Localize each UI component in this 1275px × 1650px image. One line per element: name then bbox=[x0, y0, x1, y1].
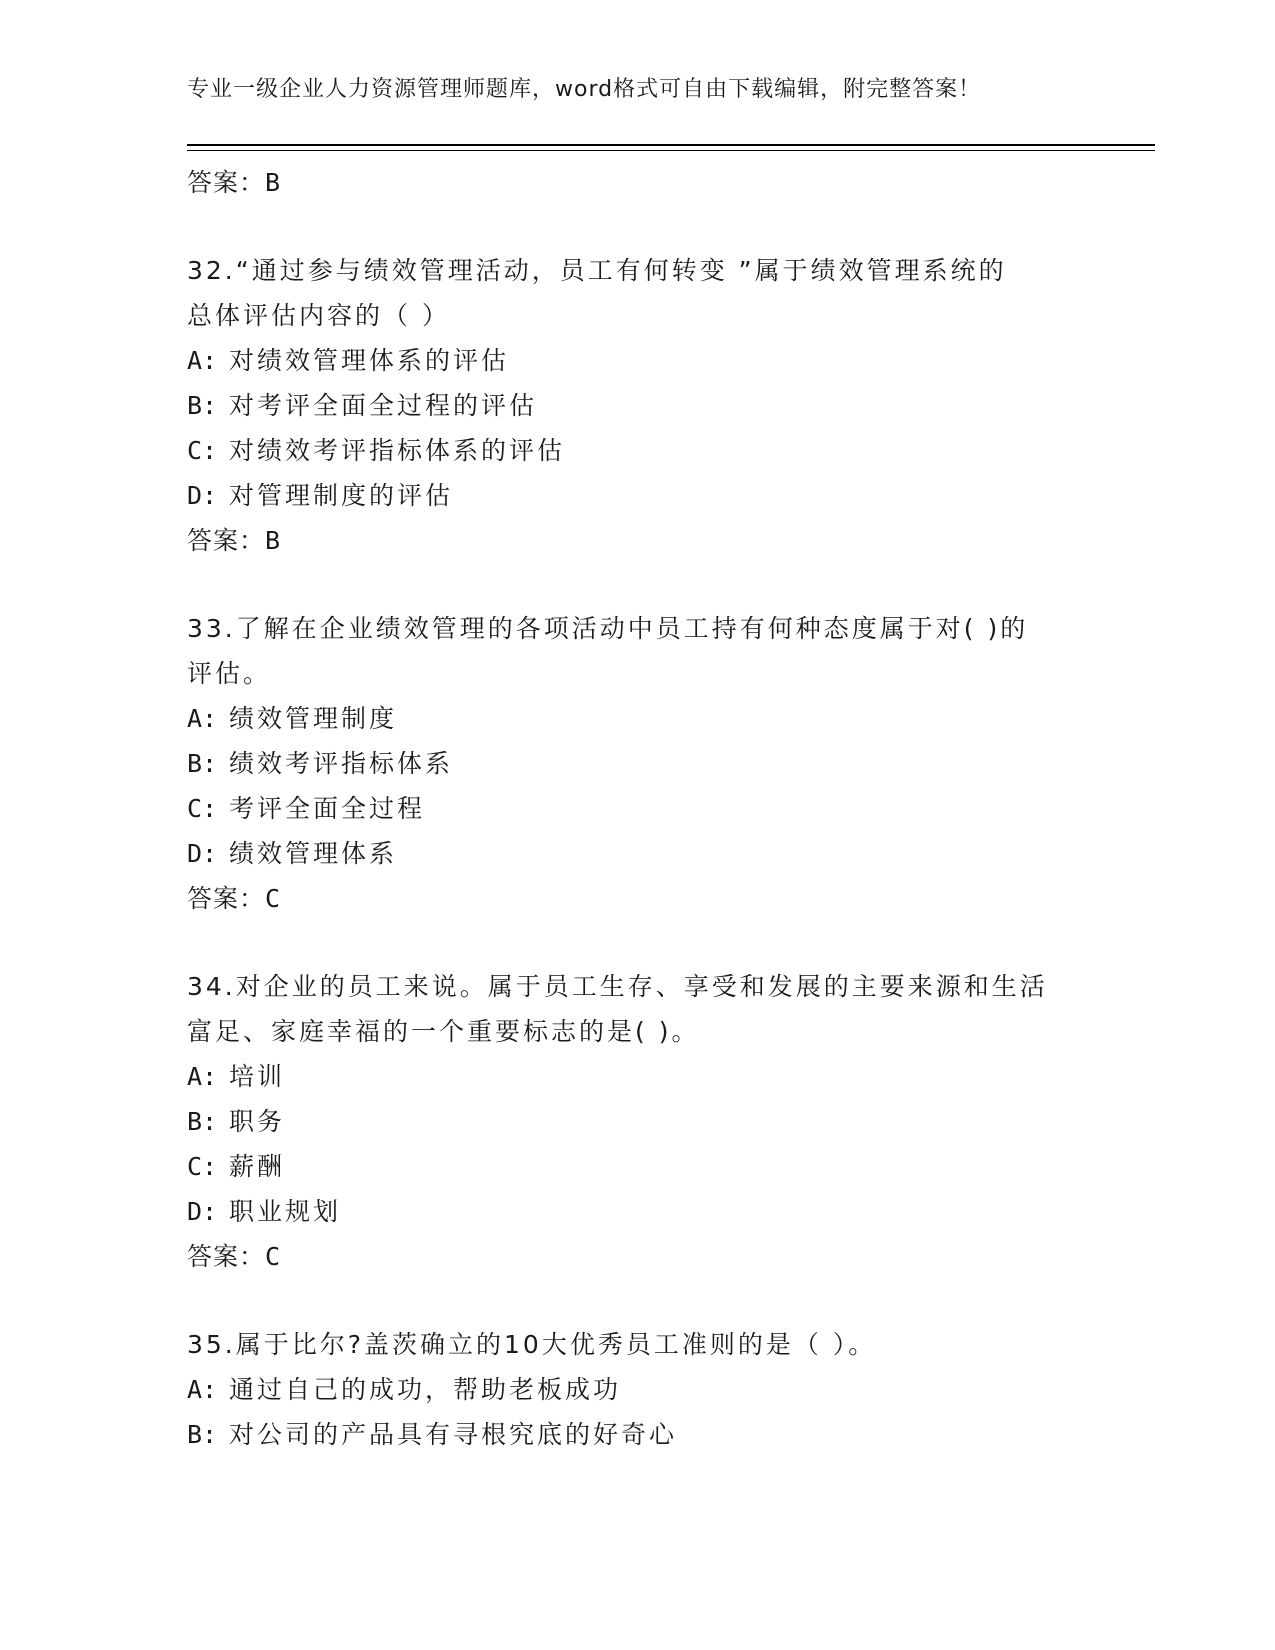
option-text: 对管理制度的评估 bbox=[229, 481, 454, 510]
answer-label: 答案： bbox=[187, 884, 266, 913]
question-block bbox=[187, 1322, 1087, 1457]
option-text: 职业规划 bbox=[229, 1197, 342, 1226]
option-item bbox=[187, 1054, 1087, 1099]
option-key: D: bbox=[187, 1197, 218, 1226]
question-gap bbox=[187, 205, 1087, 248]
page-header: 专业一级企业人力资源管理师题库，word格式可自由下载编辑，附完整答案！ bbox=[187, 77, 982, 102]
question-gap bbox=[187, 563, 1087, 606]
option-item bbox=[187, 428, 1087, 473]
option-key: A: bbox=[187, 1062, 218, 1091]
option-key: C: bbox=[187, 794, 218, 823]
question-text-line: 总体评估内容的（ ） bbox=[187, 301, 450, 330]
option-text: 对绩效考评指标体系的评估 bbox=[229, 436, 566, 465]
question-block bbox=[187, 606, 1087, 921]
option-text: 绩效管理制度 bbox=[229, 704, 398, 733]
answer-value: B bbox=[265, 168, 282, 197]
option-item bbox=[187, 786, 1087, 831]
option-item bbox=[187, 741, 1087, 786]
option-item bbox=[187, 1099, 1087, 1144]
option-item bbox=[187, 696, 1087, 741]
option-key: C: bbox=[187, 1152, 218, 1181]
option-text: 通过自己的成功，帮助老板成功 bbox=[229, 1375, 622, 1404]
answer-line bbox=[187, 876, 1087, 921]
option-text: 薪酬 bbox=[229, 1152, 286, 1181]
option-key: A: bbox=[187, 346, 218, 375]
option-item bbox=[187, 1367, 1087, 1412]
option-text: 绩效考评指标体系 bbox=[229, 749, 454, 778]
header-rule-thick bbox=[187, 144, 1155, 146]
answer-value: C bbox=[265, 884, 282, 913]
option-text: 培训 bbox=[229, 1062, 286, 1091]
option-item bbox=[187, 1189, 1087, 1234]
option-item bbox=[187, 383, 1087, 428]
option-item bbox=[187, 338, 1087, 383]
option-key: C: bbox=[187, 436, 218, 465]
option-item bbox=[187, 831, 1087, 876]
question-text-line: 33.了解在企业绩效管理的各项活动中员工持有何种态度属于对( )的 bbox=[187, 614, 1029, 643]
question-block bbox=[187, 248, 1087, 563]
answer-line bbox=[187, 518, 1087, 563]
option-item bbox=[187, 473, 1087, 518]
question-text-line: 35.属于比尔?盖茨确立的10大优秀员工准则的是（ ）。 bbox=[187, 1330, 877, 1359]
option-key: D: bbox=[187, 481, 218, 510]
answer-label: 答案： bbox=[187, 526, 266, 555]
document-content bbox=[187, 160, 1087, 1457]
question-text-line: 评估。 bbox=[187, 659, 272, 688]
option-key: B: bbox=[187, 1107, 218, 1136]
question-text-line: 32.“通过参与绩效管理活动，员工有何转变 ”属于绩效管理系统的 bbox=[187, 256, 1007, 285]
question-gap bbox=[187, 1279, 1087, 1322]
option-item bbox=[187, 1412, 1087, 1457]
question-gap bbox=[187, 921, 1087, 964]
option-text: 对绩效管理体系的评估 bbox=[229, 346, 510, 375]
answer-value: B bbox=[265, 526, 282, 555]
answer-line bbox=[187, 1234, 1087, 1279]
option-key: D: bbox=[187, 839, 218, 868]
option-text: 绩效管理体系 bbox=[229, 839, 398, 868]
question-block bbox=[187, 964, 1087, 1279]
option-item bbox=[187, 1144, 1087, 1189]
question-text-line: 34.对企业的员工来说。属于员工生存、享受和发展的主要来源和生活 bbox=[187, 972, 1048, 1001]
option-key: A: bbox=[187, 704, 218, 733]
option-key: B: bbox=[187, 749, 218, 778]
answer-label: 答案： bbox=[187, 168, 266, 197]
option-key: B: bbox=[187, 1420, 218, 1449]
header-rule-thin bbox=[187, 150, 1155, 151]
answer-label: 答案： bbox=[187, 1242, 266, 1271]
option-text: 职务 bbox=[229, 1107, 286, 1136]
option-text: 对考评全面全过程的评估 bbox=[229, 391, 538, 420]
option-key: B: bbox=[187, 391, 218, 420]
option-text: 对公司的产品具有寻根究底的好奇心 bbox=[229, 1420, 678, 1449]
option-text: 考评全面全过程 bbox=[229, 794, 426, 823]
option-key: A: bbox=[187, 1375, 218, 1404]
question-text-line: 富足、家庭幸福的一个重要标志的是( )。 bbox=[187, 1017, 700, 1046]
answer-line bbox=[187, 160, 1087, 205]
answer-value: C bbox=[265, 1242, 282, 1271]
